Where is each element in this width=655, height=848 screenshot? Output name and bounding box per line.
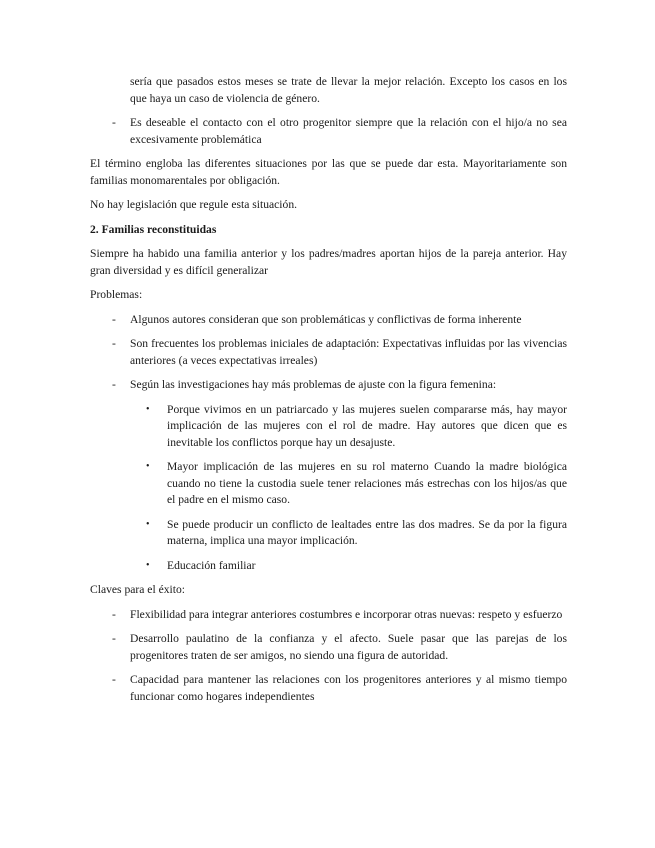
list-item-text: Capacidad para mantener las relaciones con los progenitores anteriores y al mismo tiempo funcionar como hogares independientes bbox=[130, 673, 567, 703]
sub-bullet-list bbox=[90, 402, 567, 575]
keys-list bbox=[90, 607, 567, 706]
dash-marker: - bbox=[112, 312, 116, 326]
list-item-text: Según las investigaciones hay más problemas de ajuste con la figura femenina: bbox=[130, 378, 497, 391]
bullet-item bbox=[90, 402, 567, 452]
paragraph: Siempre ha habido una familia anterior y los padres/madres aportan hijos de la pareja anterior. Hay gran diversidad y es difícil generalizar bbox=[90, 247, 567, 277]
dash-marker: - bbox=[112, 607, 116, 621]
problems-label: Problemas: bbox=[90, 288, 143, 301]
list-item bbox=[90, 312, 567, 329]
continuation-text: sería que pasados estos meses se trate de llevar la mejor relación. Excepto los casos en los que haya un caso de violencia de género. bbox=[130, 75, 567, 105]
dash-marker: - bbox=[112, 673, 116, 686]
dash-marker: - bbox=[112, 116, 116, 129]
bullet-item-text: Mayor implicación de las mujeres en su rol materno Cuando la madre biológica cuando no tiene la custodia suele tener relaciones más estrechas con los hijos/as que el padre en el mismo caso. bbox=[167, 460, 567, 506]
list-item bbox=[90, 336, 567, 369]
bullet-item bbox=[90, 459, 567, 509]
paragraph: El término engloba las diferentes situaciones por las que se puede dar esta. Mayoritariamente son familias monomarentales por obligación. bbox=[90, 157, 567, 187]
bullet-item-text: Educación familiar bbox=[167, 558, 256, 572]
paragraph: No hay legislación que regule esta situación. bbox=[90, 198, 298, 211]
dash-marker: - bbox=[112, 378, 116, 391]
list-item bbox=[90, 672, 567, 705]
list-item bbox=[90, 377, 567, 394]
dash-marker: - bbox=[112, 337, 116, 350]
list-item-text: Desarrollo paulatino de la confianza y el afecto. Suele pasar que las parejas de los progenitores traten de ser amigos, no siendo una figura de autoridad. bbox=[130, 632, 567, 662]
list-item-text: Algunos autores consideran que son problemáticas y conflictivas de forma inherente bbox=[130, 312, 522, 326]
list-item-text: Flexibilidad para integrar anteriores costumbres e incorporar otras nuevas: respeto y esfuerzo bbox=[130, 607, 563, 621]
bullet-item-text: Se puede producir un conflicto de lealtades entre las dos madres. Se da por la figura materna, implica una mayor implicación. bbox=[167, 517, 567, 547]
bullet-item bbox=[90, 517, 567, 550]
list-item bbox=[90, 115, 567, 148]
bullet-marker: • bbox=[146, 461, 150, 472]
bullet-marker: • bbox=[146, 518, 150, 530]
dash-marker: - bbox=[112, 632, 116, 645]
list-item-text: Son frecuentes los problemas iniciales de adaptación: Expectativas influidas por las vivencias anteriores (a veces expectativas irreales) bbox=[130, 337, 567, 367]
bullet-item-text: Porque vivimos en un patriarcado y las mujeres suelen compararse más, hay mayor implicación de las mujeres con el rol de madre. Hay autores que dicen que es inevitable los conflictos porque hay un desajuste. bbox=[167, 402, 567, 449]
list-item bbox=[90, 631, 567, 664]
bullet-marker: • bbox=[146, 403, 150, 415]
keys-label: Claves para el éxito: bbox=[90, 583, 185, 596]
list-item bbox=[90, 607, 567, 624]
bullet-marker: • bbox=[146, 559, 150, 571]
list-contact bbox=[90, 115, 567, 148]
bullet-item bbox=[90, 558, 567, 575]
section-heading: 2. Familias reconstituidas bbox=[90, 222, 217, 236]
list-item-text: Es deseable el contacto con el otro progenitor siempre que la relación con el hijo/a no sea excesivamente problemática bbox=[130, 116, 567, 146]
problems-list bbox=[90, 312, 567, 394]
